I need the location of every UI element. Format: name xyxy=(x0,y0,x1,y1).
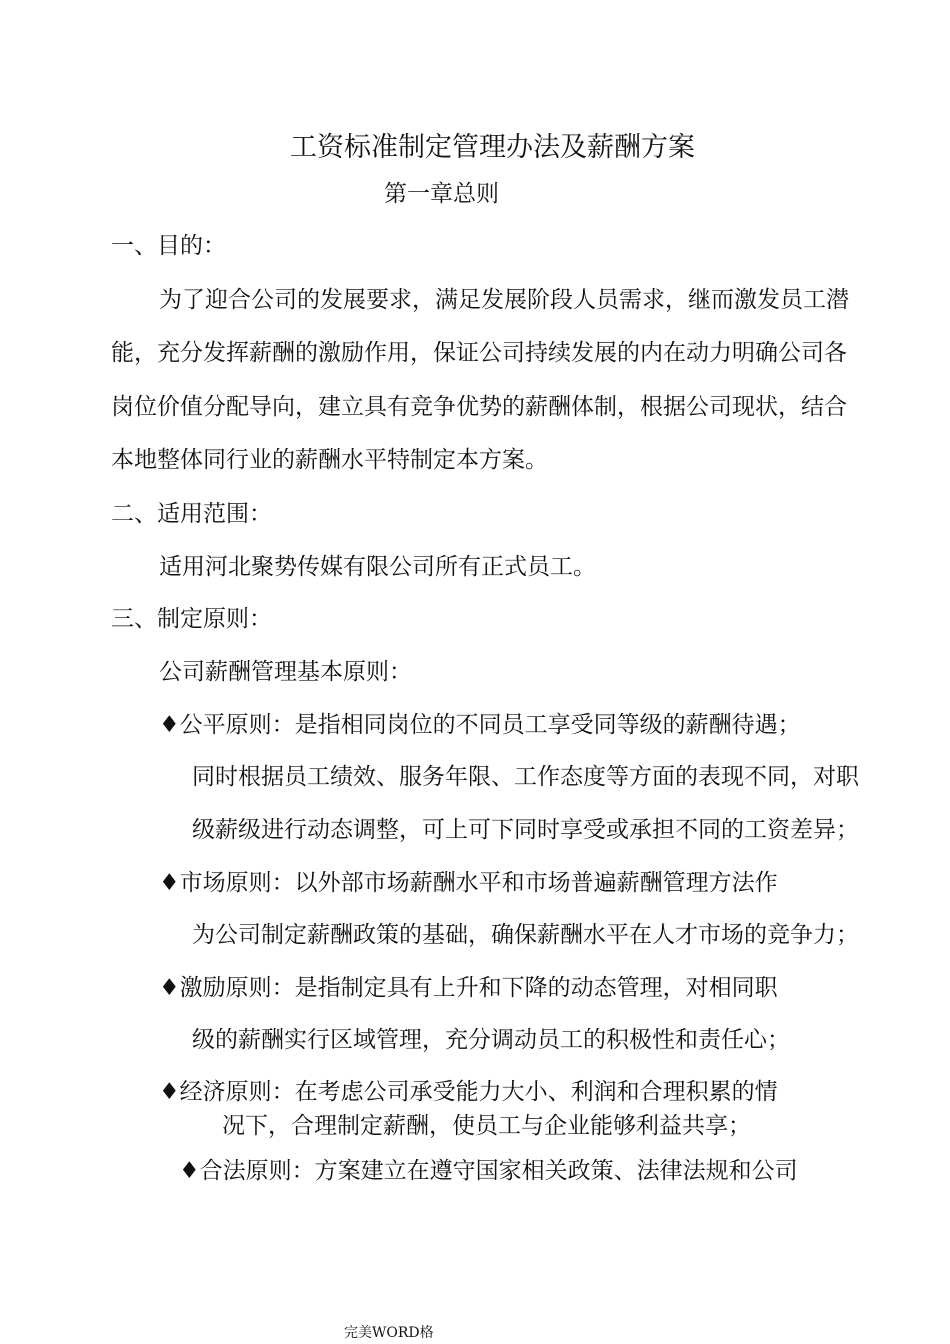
paragraph-line: 适用河北聚势传媒有限公司所有正式员工。 xyxy=(159,554,596,580)
principle-incentive: ♦激励原则：是指制定具有上升和下降的动态管理，对相同职 xyxy=(159,975,778,1001)
principle-line: 级薪级进行动态调整，可上可下同时享受或承担不同的工资差异； xyxy=(192,817,859,843)
section-heading-purpose: 一、目的： xyxy=(111,233,226,259)
section-heading-principles: 三、制定原则： xyxy=(111,606,272,632)
principle-economy: ♦经济原则：在考虑公司承受能力大小、利润和合理积累的情 xyxy=(159,1079,778,1105)
principle-legality: ♦合法原则：方案建立在遵守国家相关政策、法律法规和公司 xyxy=(179,1158,798,1184)
chapter-heading: 第一章总则 xyxy=(384,181,499,207)
principles-intro: 公司薪酬管理基本原则： xyxy=(159,659,412,685)
section-heading-scope: 二、适用范围： xyxy=(111,501,272,527)
page-footer: 完美WORD格 xyxy=(344,1325,434,1341)
principle-line: 为公司制定薪酬政策的基础，确保薪酬水平在人才市场的竞争力； xyxy=(192,922,859,948)
principle-line: 况下，合理制定薪酬，使员工与企业能够利益共享； xyxy=(222,1113,751,1139)
document-title: 工资标准制定管理办法及薪酬方案 xyxy=(290,132,695,163)
principle-fairness: ♦公平原则：是指相同岗位的不同员工享受同等级的薪酬待遇； xyxy=(159,712,801,738)
principle-market: ♦市场原则：以外部市场薪酬水平和市场普遍薪酬管理方法作 xyxy=(159,870,778,896)
paragraph-line: 本地整体同行业的薪酬水平特制定本方案。 xyxy=(111,447,548,473)
principle-line: 级的薪酬实行区域管理，充分调动员工的积极性和责任心； xyxy=(192,1027,790,1053)
principle-line: 同时根据员工绩效、服务年限、工作态度等方面的表现不同，对职 xyxy=(192,764,859,790)
paragraph-line: 岗位价值分配导向，建立具有竞争优势的薪酬体制，根据公司现状，结合 xyxy=(111,394,847,420)
paragraph-line: 能，充分发挥薪酬的激励作用，保证公司持续发展的内在动力明确公司各 xyxy=(111,340,847,366)
paragraph-line: 为了迎合公司的发展要求，满足发展阶段人员需求，继而激发员工潜 xyxy=(159,287,849,313)
